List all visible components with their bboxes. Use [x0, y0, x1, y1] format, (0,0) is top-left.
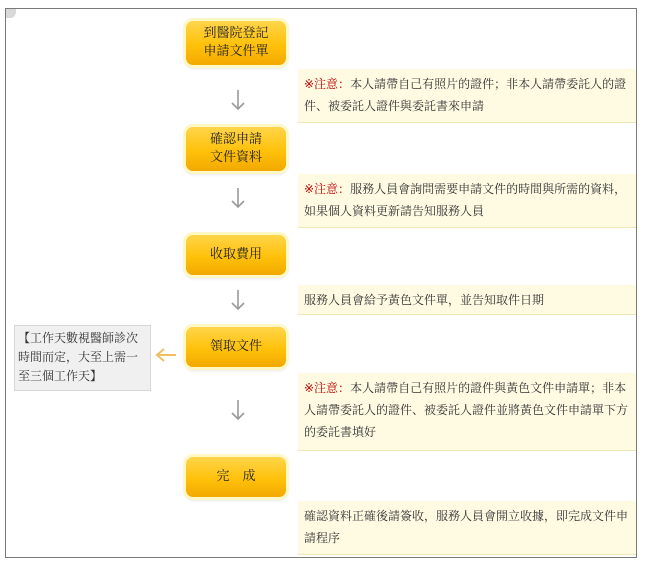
step-register-line-2: 申請文件單 — [203, 44, 269, 59]
arrow-left-icon — [155, 347, 177, 363]
note-confirm — [298, 174, 636, 228]
step-complete — [186, 457, 286, 497]
note-confirm-text: 服務人員會詢問需要申請文件的時間與所需的資料，如果個人資料更新請告知服務人員 — [304, 182, 627, 218]
arrow-down-icon — [231, 289, 245, 311]
flowchart-frame — [5, 8, 637, 558]
step-register — [186, 21, 286, 65]
step-confirm-line-2: 文件資料 — [209, 150, 262, 165]
note-collect-text: 本人請帶自己有照片的證件與黃色文件申請單；非本人請帶委託人的證件、被委託人證件並將黃色文件申請單下方的委託書填好 — [304, 381, 629, 439]
note-complete — [298, 501, 636, 555]
step-confirm — [186, 127, 286, 171]
step-collect — [186, 327, 286, 367]
arrow-down-icon — [231, 187, 245, 209]
step-payment-label: 收取費用 — [209, 247, 262, 262]
note-payment-text: 服務人員會給予黃色文件單，並告知取件日期 — [304, 293, 545, 307]
corner-decoration — [6, 9, 16, 18]
step-collect-label: 領取文件 — [209, 339, 262, 354]
arrow-down-icon — [231, 89, 245, 111]
step-payment — [186, 235, 286, 275]
step-complete-label: 完 成 — [216, 469, 256, 484]
note-register-text: 本人請帶自己有照片的證件；非本人請帶委託人的證件、被委託人證件與委託書來申請 — [304, 77, 627, 113]
note-collect — [298, 373, 636, 451]
side-note: 【工作天數視醫師診次時間而定，大至上需一至三個工作天】 — [14, 325, 151, 391]
note-collect-attention: ※注意： — [304, 381, 351, 395]
step-confirm-line-1: 確認申請 — [209, 132, 262, 147]
step-register-line-1: 到醫院登記 — [203, 26, 269, 41]
note-complete-text: 確認資料正確後請簽收，服務人員會開立收據，即完成文件申請程序 — [304, 509, 629, 545]
note-confirm-attention: ※注意： — [304, 182, 351, 196]
note-register-attention: ※注意： — [304, 77, 351, 91]
note-register — [298, 69, 636, 123]
note-payment — [298, 285, 636, 315]
arrow-down-icon — [231, 399, 245, 421]
